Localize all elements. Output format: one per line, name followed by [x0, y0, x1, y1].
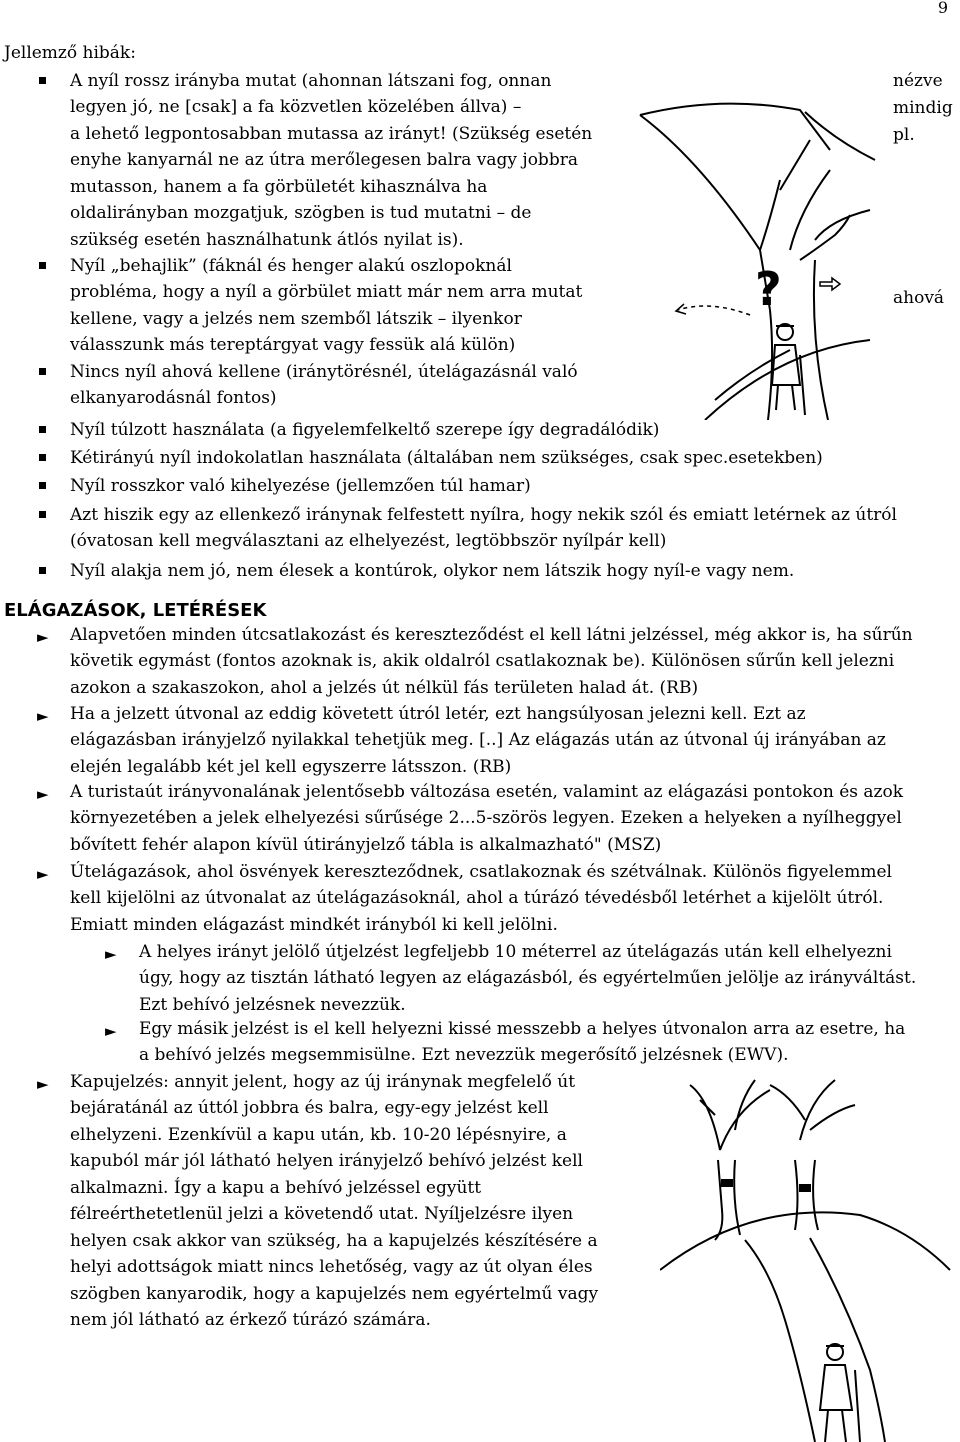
arrow-bullet-marker: ►: [37, 628, 49, 646]
illustration-arrow-on-tree: [600, 100, 900, 420]
section-item-line: Útelágazások, ahol ösvények kereszteződnek, csatlakoznak és szétválnak. Különös figyelemmel: [70, 862, 892, 882]
section-item-line: helyen csak akkor van szükség, ha a kapujelzés készítésére a: [70, 1230, 598, 1251]
arrow-bullet-marker: ►: [105, 1022, 117, 1040]
error-item-line: legyen jó, ne [csak] a fa közvetlen közelében állva) –: [70, 97, 522, 118]
section-item-line: a behívó jelzés megsemmisülne. Ezt nevezzük megerősítő jelzésnek (EWV).: [139, 1045, 789, 1066]
error-item-line: (óvatosan kell megválasztani az elhelyezést, legtöbbször nyílpár kell): [70, 531, 667, 552]
section-item-line: nem jól látható az érkező túrázó számára.: [70, 1310, 431, 1331]
arrow-bullet-marker: ►: [37, 707, 49, 725]
error-item-line: oldalirányban mozgatjuk, szögben is tud mutatni – de: [70, 203, 532, 224]
section-item-line: bejáratánál az úttól jobbra és balra, egy-egy jelzést kell: [70, 1098, 549, 1119]
section-item-line: úgy, hogy az tisztán látható legyen az elágazásból, és egyértelműen jelölje az irányváltást.: [139, 968, 917, 989]
bullet-square-marker: [39, 567, 46, 574]
error-item-line: Nyíl „behajlik” (fáknál és henger alakú oszlopoknál: [70, 256, 512, 276]
error-item-line: Nyíl rosszkor való kihelyezése (jellemzően túl hamar): [70, 476, 531, 496]
section-item-line: Emiatt minden elágazást mindkét irányból ki kell jelölni.: [70, 914, 558, 935]
section-item-line: Egy másik jelzést is el kell helyezni kissé messzebb a helyes útvonalon arra az esetre, ha: [139, 1019, 906, 1039]
bullet-square-marker: [39, 511, 46, 518]
bullet-square-marker: [39, 368, 46, 375]
error-item-line: válasszunk más tereptárgyat vagy fessük alá külön): [70, 335, 516, 356]
section-item-line: helyi adottságok miatt nincs lehetőség, vagy az út olyan éles: [70, 1257, 593, 1278]
error-item-line: kellene, vagy a jelzés nem szemből látszik – ilyenkor: [70, 308, 522, 329]
section-item-line: követik egymást (fontos azoknak is, akik oldalról csatlakoznak be). Különösen sűrűn kell jelezni: [70, 651, 895, 672]
section-item-line: elágazásban irányjelző nyilakkal tehetjük meg. [..] Az elágazás után az útvonal új irányában az: [70, 730, 886, 751]
section-item-line: szögben kanyarodik, hogy a kapujelzés nem egyértelmű vagy: [70, 1283, 599, 1304]
bullet-square-marker: [39, 426, 46, 433]
bullet-square-marker: [39, 482, 46, 489]
section-item-line: elhelyzeni. Ezenkívül a kapu után, kb. 10-20 lépésnyire, a: [70, 1124, 567, 1145]
section-item-line: alkalmazni. Így a kapu a behívó jelzéssel együtt: [70, 1177, 482, 1198]
page-number: 9: [937, 0, 948, 17]
section-item-line: bővített fehér alapon kívül útirányjelző tábla is alkalmazható" (MSZ): [70, 834, 662, 855]
error-item-line: enyhe kanyarnál ne az útra merőlegesen balra vagy jobbra: [70, 150, 578, 171]
arrow-bullet-marker: ►: [37, 785, 49, 803]
error-item-right-word: ahová: [893, 288, 945, 308]
bullet-square-marker: [39, 77, 46, 84]
error-item-line: szükség esetén használhatunk átlós nyilat is).: [70, 229, 464, 250]
section-item-line: A helyes irányt jelölő útjelzést legfeljebb 10 méterrel az útelágazás után kell elhelyezni: [139, 942, 892, 962]
error-item-line: probléma, hogy a nyíl a görbület miatt már nem arra mutat: [70, 282, 583, 303]
errors-title: Jellemző hibák:: [4, 43, 136, 63]
section-item-line: kell kijelölni az útvonalat az útelágazásoknál, ahol a túrázó tévedésből letérhet a kijelölt útról.: [70, 888, 884, 909]
error-item-line: Nincs nyíl ahová kellene (iránytörésnél, útelágazásnál való: [70, 362, 578, 382]
error-item-line: Azt hiszik egy az ellenkező iránynak felfestett nyílra, hogy nekik szól és emiatt letérnek az útról: [70, 505, 897, 525]
error-item-line: Nyíl alakja nem jó, nem élesek a kontúrok, olykor nem látszik hogy nyíl-e vagy nem.: [70, 561, 795, 581]
error-item-line: a lehető legpontosabban mutassa az irányt! (Szükség esetén: [70, 123, 593, 144]
bullet-square-marker: [39, 454, 46, 461]
arrow-bullet-marker: ►: [105, 945, 117, 963]
error-item-right-word: mindig: [893, 98, 953, 118]
error-item-line: A nyíl rossz irányba mutat (ahonnan látszani fog, onnan: [70, 71, 552, 91]
illustration-gate-marking: [660, 1070, 960, 1442]
section-item-line: elején legalább két jel kell egyszerre látsszon. (RB): [70, 756, 512, 777]
error-item-right-word: nézve: [893, 71, 943, 91]
section-item-line: Ha a jelzett útvonal az eddig követett útról letér, ezt hangsúlyosan jelezni kell. Ezt az: [70, 704, 806, 724]
section-item-line: Ezt behívó jelzésnek nevezzük.: [139, 994, 406, 1015]
arrow-bullet-marker: ►: [37, 865, 49, 883]
error-item-line: Nyíl túlzott használata (a figyelemfelkeltő szerepe így degradálódik): [70, 420, 660, 440]
section-title: ELÁGAZÁSOK, LETÉRÉSEK: [4, 600, 267, 621]
section-item-line: Alapvetően minden útcsatlakozást és kereszteződést el kell látni jelzéssel, még akkor is, ha sűrűn: [70, 625, 913, 645]
error-item-line: elkanyarodásnál fontos): [70, 388, 277, 409]
section-item-line: környezetében a jelek elhelyezési sűrűsége 2...5-szörös legyen. Ezeken a helyeken a nyílheggyel: [70, 808, 902, 829]
arrow-bullet-marker: ►: [37, 1075, 49, 1093]
section-item-line: azokon a szakaszokon, ahol a jelzés út nélkül fás területen halad át. (RB): [70, 677, 699, 698]
section-item-line: félreérthetetlenül jelzi a követendő utat. Nyíljelzésre ilyen: [70, 1204, 574, 1225]
question-mark: ?: [755, 262, 782, 316]
section-item-line: kapuból már jól látható helyen irányjelző behívó jelzést kell: [70, 1151, 583, 1172]
error-item-line: mutasson, hanem a fa görbületét kihasználva ha: [70, 176, 488, 197]
bullet-square-marker: [39, 262, 46, 269]
error-item-right-word: pl.: [893, 125, 915, 145]
error-item-line: Kétirányú nyíl indokolatlan használata (általában nem szükséges, csak spec.esetekben): [70, 448, 823, 468]
section-item-line: Kapujelzés: annyit jelent, hogy az új iránynak megfelelő út: [70, 1072, 576, 1092]
section-item-line: A turistaút irányvonalának jelentősebb változása esetén, valamint az elágazási pontokon és azok: [70, 782, 904, 802]
